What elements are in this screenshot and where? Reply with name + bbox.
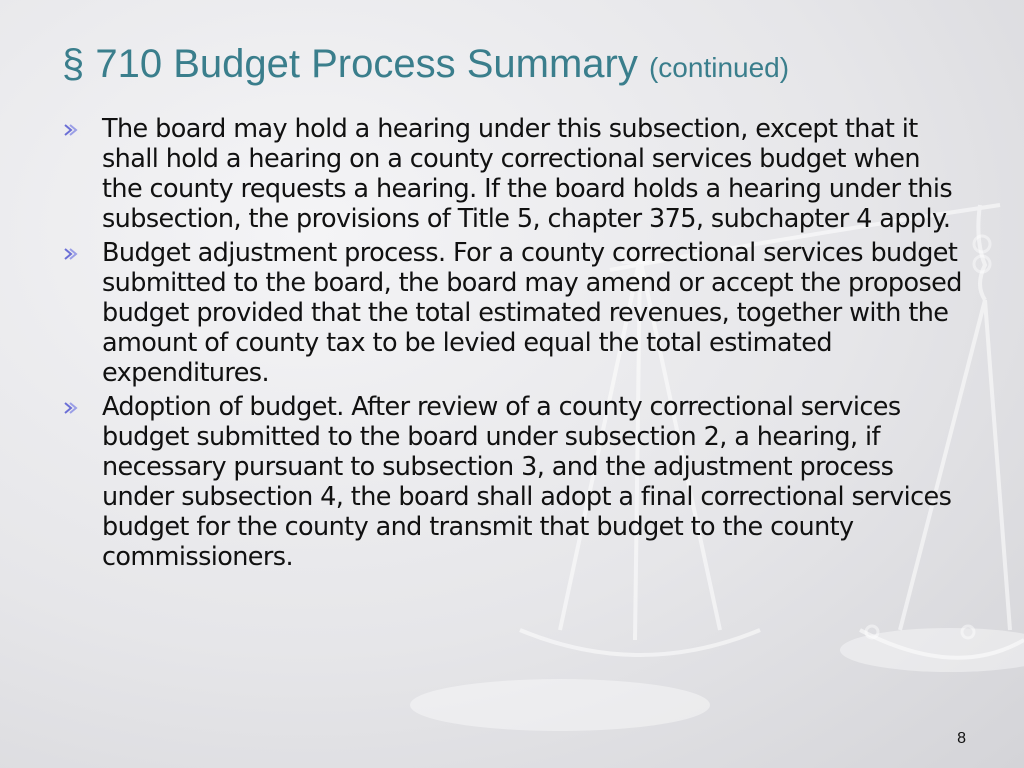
page-number: 8	[957, 730, 966, 747]
bullet-item	[60, 238, 965, 388]
chevron-right-icon	[64, 124, 78, 136]
bullet-text: Adoption of budget. After review of a county correctional services budget submitted to the board under subsection 2, a hearing, if necessary pursuant to subsection 3, and the adjustment process under subsection 4, the board shall adopt a final correctional services budget for the county and transmit that budget to the county commissioners.	[102, 392, 952, 572]
bullet-item	[60, 392, 965, 572]
bullet-item	[60, 114, 965, 234]
title-suffix: (continued)	[648, 52, 790, 83]
title-text: § 710 Budget Process Summary	[62, 42, 638, 86]
chevron-right-icon	[64, 248, 78, 260]
chevron-right-icon	[64, 402, 78, 414]
bullet-text: Budget adjustment process. For a county correctional services budget submitted to the board, the board may amend or accept the proposed budget provided that the total estimated revenues, together with the amount of county tax to be levied equal the total estimated expenditures.	[102, 238, 962, 388]
bullet-list	[60, 114, 965, 576]
slide-title	[62, 42, 789, 87]
bullet-text: The board may hold a hearing under this subsection, except that it shall hold a hearing on a county correctional services budget when the county requests a hearing. If the board holds a hearing under this subsection, the provisions of Title 5, chapter 375, subchapter 4 apply.	[102, 114, 953, 234]
